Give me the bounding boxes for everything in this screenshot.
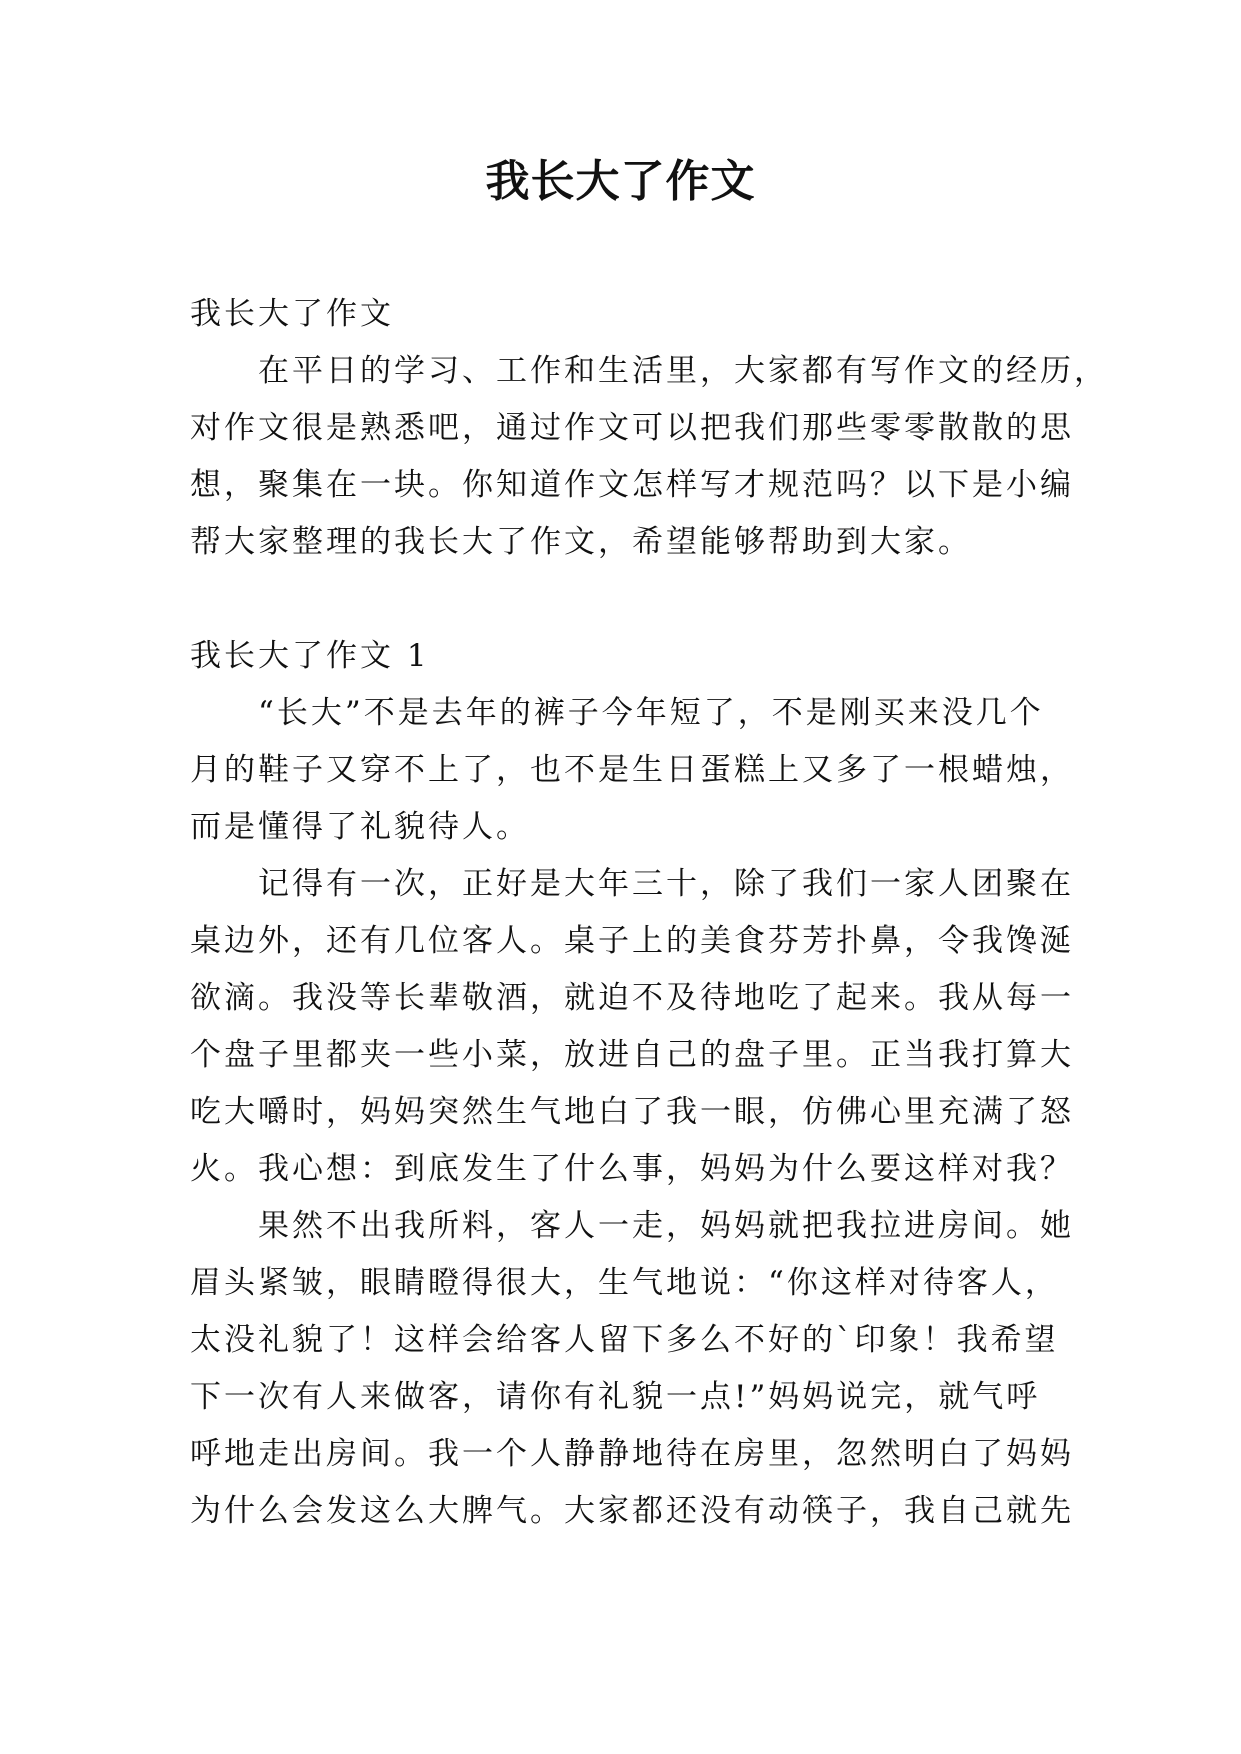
essay1-line: 记得有一次，正好是大年三十，除了我们一家人团聚在 <box>190 866 1074 902</box>
essay1-line: 月的鞋子又穿不上了，也不是生日蛋糕上又多了一根蜡烛， <box>190 752 1074 788</box>
essay1-line: 太没礼貌了！这样会给客人留下多么不好的`印象！我希望 <box>190 1322 1059 1358</box>
essay1-line: 吃大嚼时，妈妈突然生气地白了我一眼，仿佛心里充满了怒 <box>190 1094 1074 1130</box>
intro-line: 对作文很是熟悉吧，通过作文可以把我们那些零零散散的思 <box>190 410 1074 446</box>
intro-line: 想，聚集在一块。你知道作文怎样写才规范吗？以下是小编 <box>190 467 1074 503</box>
intro-heading: 我长大了作文 <box>190 296 394 332</box>
essay1-heading: 我长大了作文 1 <box>190 638 430 674</box>
essay1-line: 火。我心想：到底发生了什么事，妈妈为什么要这样对我？ <box>190 1151 1074 1187</box>
essay1-line: 欲滴。我没等长辈敬酒，就迫不及待地吃了起来。我从每一 <box>190 980 1074 1016</box>
essay1-line: 呼地走出房间。我一个人静静地待在房里，忽然明白了妈妈 <box>190 1436 1074 1472</box>
document-title: 我长大了作文 <box>485 156 756 207</box>
essay1-line: 下一次有人来做客，请你有礼貌一点!”妈妈说完，就气呼 <box>190 1379 1041 1415</box>
essay1-line: 桌边外，还有几位客人。桌子上的美食芬芳扑鼻，令我馋涎 <box>190 923 1074 959</box>
essay1-line: 为什么会发这么大脾气。大家都还没有动筷子，我自己就先 <box>190 1493 1074 1529</box>
essay1-line: 果然不出我所料，客人一走，妈妈就把我拉进房间。她 <box>190 1208 1074 1244</box>
paragraph-spacer <box>190 571 1050 628</box>
intro-line: 在平日的学习、工作和生活里，大家都有写作文的经历， <box>190 353 1108 389</box>
document-body <box>190 286 1108 1540</box>
intro-line: 帮大家整理的我长大了作文，希望能够帮助到大家。 <box>190 524 972 560</box>
essay1-line: 而是懂得了礼貌待人。 <box>190 809 530 845</box>
essay1-line: 眉头紧皱，眼睛瞪得很大，生气地说：“你这样对待客人， <box>190 1265 1059 1301</box>
essay1-line: 个盘子里都夹一些小菜，放进自己的盘子里。正当我打算大 <box>190 1037 1074 1073</box>
essay1-line: “长大”不是去年的裤子今年短了，不是刚买来没几个 <box>190 695 1044 731</box>
